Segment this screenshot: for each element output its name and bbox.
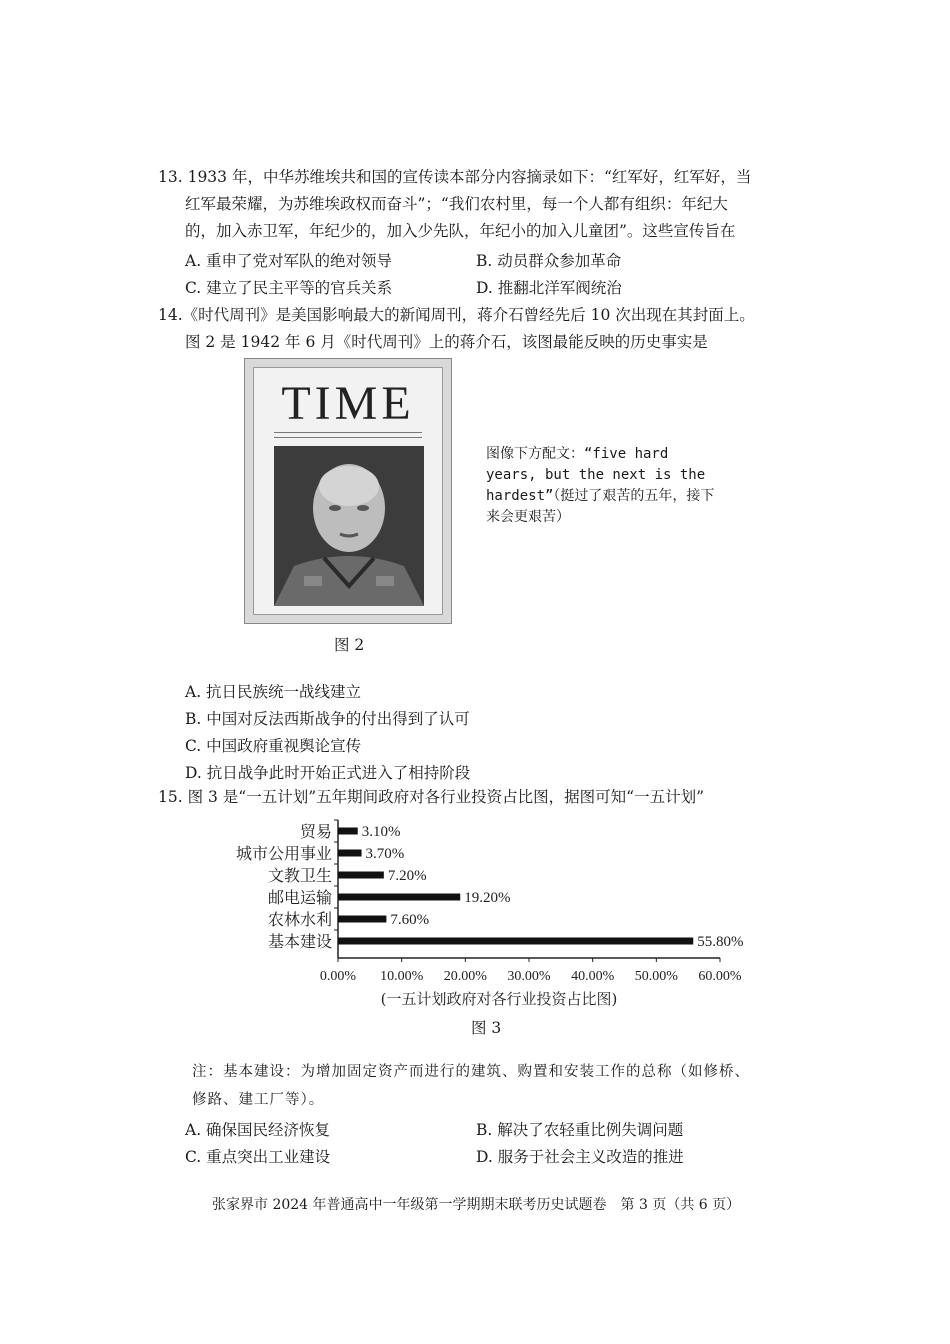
value-label: 3.10% xyxy=(361,824,401,840)
value-label: 7.60% xyxy=(390,912,430,928)
x-tick-label: 30.00% xyxy=(507,969,551,984)
q13-stem-line1: 13. 1933 年，中华苏维埃共和国的宣传读本部分内容摘录如下：“红军好，红军好，当 xyxy=(158,168,752,186)
category-label: 邮电运输 xyxy=(267,888,332,907)
q13-stem-line2: 红军最荣耀，为苏维埃政权而奋斗”；“我们农村里，每一个人都有组织：年纪大 xyxy=(185,195,728,213)
q13-option-a[interactable]: A. 重申了党对军队的绝对领导 xyxy=(185,252,393,270)
value-label: 19.20% xyxy=(464,890,511,906)
q15-option-c[interactable]: C. 重点突出工业建设 xyxy=(185,1148,331,1166)
bar xyxy=(338,872,384,879)
q14-stem-line1: 14.《时代周刊》是美国影响最大的新闻周刊，蒋介石曾经先后 10 次出现在其封面上。 xyxy=(158,306,755,324)
x-tick-label: 0.00% xyxy=(319,969,357,984)
cover-rule xyxy=(274,432,422,438)
q14-option-a[interactable]: A. 抗日民族统一战线建立 xyxy=(185,683,362,701)
category-label: 城市公用事业 xyxy=(235,844,332,863)
q15-option-a[interactable]: A. 确保国民经济恢复 xyxy=(185,1121,331,1139)
cover-caption: 图像下方配文：“five hard years, but the next is the hardest”（挺过了艰苦的五年，接下来会更艰苦） xyxy=(486,446,715,525)
q15-stem-line1: 15. 图 3 是“一五计划”五年期间政府对各行业投资占比图，据图可知“一五计划” xyxy=(158,788,704,806)
value-label: 7.20% xyxy=(387,868,427,884)
bar xyxy=(338,916,386,923)
figure-3-label: 图 3 xyxy=(471,1019,502,1037)
q14-stem-line2: 图 2 是 1942 年 6 月《时代周刊》上的蒋介石，该图最能反映的历史事实是 xyxy=(185,333,708,351)
value-label: 55.80% xyxy=(697,934,744,950)
q14-option-d[interactable]: D. 抗日战争此时开始正式进入了相持阶段 xyxy=(185,764,471,782)
bar xyxy=(338,938,693,945)
category-label: 贸易 xyxy=(299,822,332,841)
q14-option-c[interactable]: C. 中国政府重视舆论宣传 xyxy=(185,737,362,755)
bar xyxy=(338,894,460,901)
page-footer: 张家界市 2024 年普通高中一年级第一学期期末联考历史试题卷 第 3 页（共 6 页） xyxy=(212,1197,741,1213)
q15-note-line1: 注：基本建设：为增加固定资产而进行的建筑、购置和安装工作的总称（如修桥、 xyxy=(192,1064,750,1080)
bar xyxy=(338,850,362,857)
x-tick-label: 40.00% xyxy=(571,969,615,984)
q13-option-b[interactable]: B. 动员群众参加革命 xyxy=(476,252,622,270)
bar xyxy=(338,828,358,835)
investment-bar-chart xyxy=(210,814,750,1014)
x-tick-label: 20.00% xyxy=(443,969,487,984)
q15-option-b[interactable]: B. 解决了农轻重比例失调问题 xyxy=(476,1121,684,1139)
category-label: 文教卫生 xyxy=(267,866,332,885)
x-tick-label: 50.00% xyxy=(634,969,678,984)
category-label: 基本建设 xyxy=(267,932,332,951)
q15-option-d[interactable]: D. 服务于社会主义改造的推进 xyxy=(476,1148,684,1166)
q13-option-c[interactable]: C. 建立了民主平等的官兵关系 xyxy=(185,279,393,297)
q15-note-line2: 修路、建工厂等）。 xyxy=(192,1092,325,1108)
x-axis-title: (一五计划政府对各行业投资占比图) xyxy=(380,990,618,1008)
value-label: 3.70% xyxy=(365,846,405,862)
time-magazine-cover-image xyxy=(244,358,452,624)
category-label: 农林水利 xyxy=(267,910,332,929)
x-tick-label: 10.00% xyxy=(380,969,424,984)
q13-option-d[interactable]: D. 推翻北洋军阀统治 xyxy=(476,279,622,297)
q14-option-b[interactable]: B. 中国对反法西斯战争的付出得到了认可 xyxy=(185,710,470,728)
portrait-photo xyxy=(274,446,424,606)
time-logo: TIME xyxy=(281,377,415,430)
q13-stem-line3: 的，加入赤卫军，年纪少的，加入少先队，年纪小的加入儿童团”。这些宣传旨在 xyxy=(185,222,736,240)
figure-2-label: 图 2 xyxy=(334,636,365,654)
x-tick-label: 60.00% xyxy=(698,969,742,984)
